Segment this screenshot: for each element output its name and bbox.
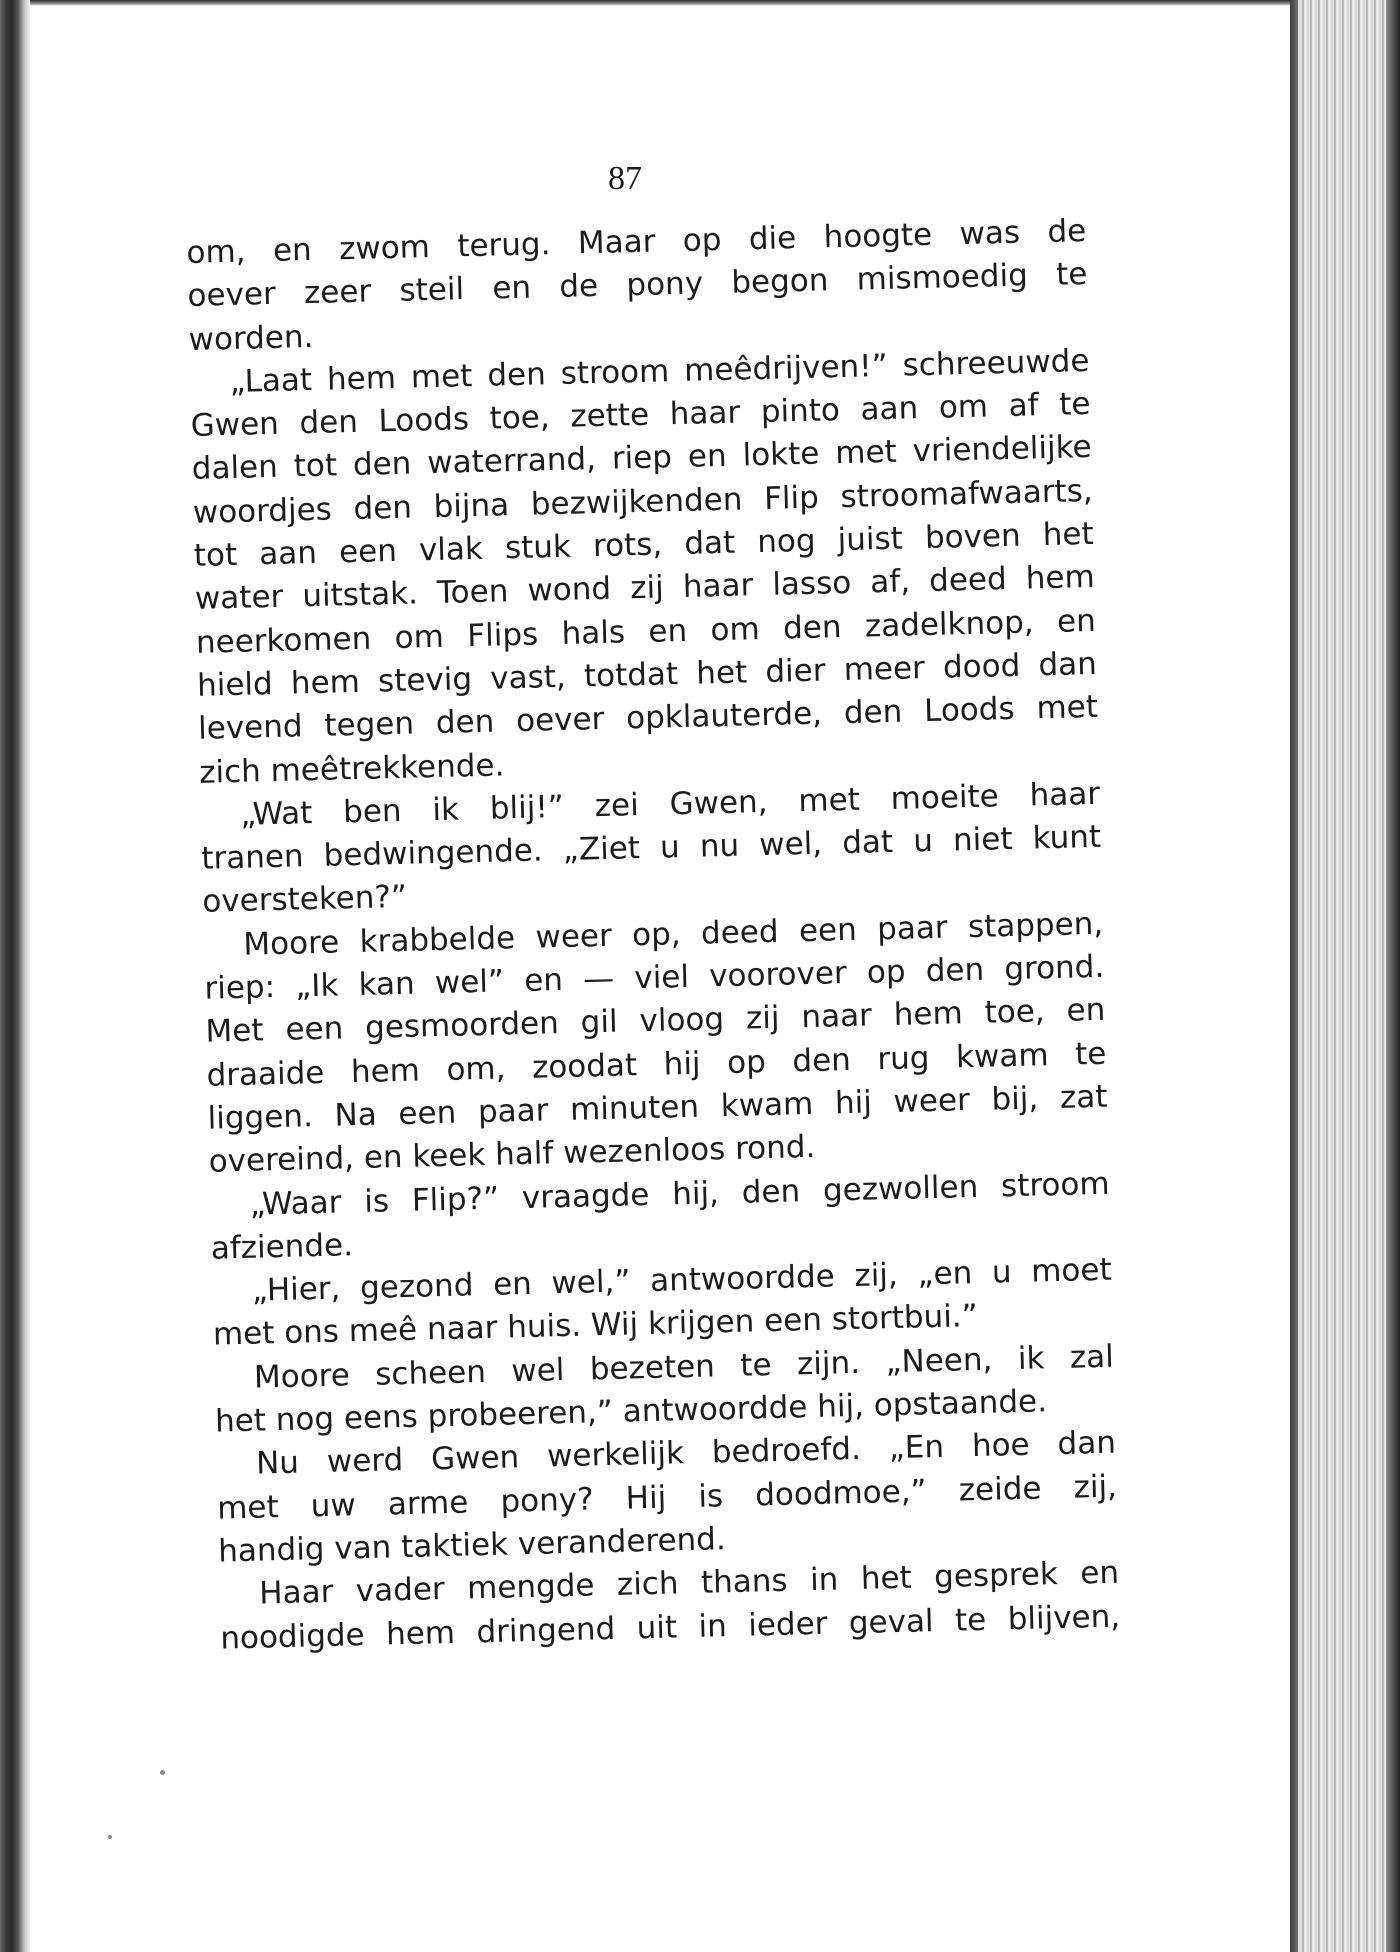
paper-speck: [108, 1835, 112, 1839]
paper-speck: [160, 1770, 165, 1775]
text-line: Gwen den Loods toe, zette haar pinto aan om af te: [190, 386, 1091, 445]
page-top-edge: [0, 0, 1400, 6]
text-line: Met een gesmoorden gil vloog zij naar hem toe, en: [205, 992, 1106, 1051]
binding-edge: [0, 0, 30, 1952]
text-line: dalen tot den waterrand, riep en lokte met vriendelijke: [191, 429, 1092, 488]
text-line: tot aan een vlak stuk rots, dat nog juist boven het: [193, 515, 1095, 574]
text-line: tranen bedwingende. „Ziet u nu wel, dat u niet kunt: [200, 818, 1102, 877]
text-line: levend tegen den oever opklauterde, den Loods met: [197, 689, 1099, 748]
text-line: handig van taktiek veranderend.: [217, 1521, 727, 1570]
text-line: Nu werd Gwen werkelijk bedroefd. „En hoe dan: [255, 1424, 1117, 1482]
text-line: zich meêtrekkende.: [198, 746, 505, 791]
text-line: om, en zwom terug. Maar op die hoogte was de: [186, 213, 1087, 271]
page-stack-edge: [1290, 0, 1400, 1952]
text-line: Haar vader mengde zich thans in het gesprek en: [258, 1554, 1120, 1612]
text-line: overeind, en keek half wezenloos rond.: [208, 1129, 816, 1180]
text-line: „Wat ben ik blij!” zei Gwen, met moeite haar: [239, 775, 1101, 833]
text-line: Moore scheen wel bezeten te zijn. „Neen, ik zal: [253, 1338, 1115, 1396]
text-line: woordjes den bijna bezwijkenden Flip stroomafwaarts,: [192, 472, 1094, 531]
text-line: „Waar is Flip?” vraagde hij, den gezwollen stroom: [249, 1165, 1110, 1223]
text-line: „Hier, gezond en wel,” antwoordde zij, „en u moet: [251, 1251, 1113, 1309]
text-line: hield hem stevig vast, totdat het dier meer dood dan: [196, 645, 1098, 704]
text-line: liggen. Na een paar minuten kwam hij weer bij, zat: [207, 1078, 1108, 1137]
text-line: oversteken?”: [201, 879, 408, 921]
text-line: worden.: [188, 318, 314, 358]
text-line: afziende.: [210, 1227, 354, 1267]
text-line: neerkomen om Flips hals en om den zadelknop, en: [195, 602, 1097, 661]
text-line: Moore krabbelde weer op, deed een paar stappen,: [242, 905, 1104, 963]
text-line: noodigde hem dringend uit in ieder geval te blijven,: [219, 1598, 1121, 1657]
text-line: riep: „Ik kan wel” en — viel voorover op den grond.: [204, 948, 1105, 1007]
text-line: draaide hem om, zoodat hij op den rug kwam te: [206, 1035, 1107, 1094]
body-text: [186, 210, 1121, 1660]
text-line: water uitstak. Toen wond zij haar lasso af, deed hem: [194, 559, 1096, 618]
page-number: 87: [608, 160, 642, 197]
text-line: met uw arme pony? Hij is doodmoe,” zeide zij,: [216, 1468, 1118, 1527]
text-line: oever zeer steil en de pony begon mismoedig te: [187, 256, 1088, 315]
text-line: het nog eens probeeren,” antwoordde hij, opstaande.: [214, 1383, 1048, 1440]
text-line: met ons meê naar huis. Wij krijgen een stortbui.”: [212, 1298, 979, 1354]
text-line: „Laat hem met den stroom meêdrijven!” schreeuwde: [229, 342, 1090, 400]
